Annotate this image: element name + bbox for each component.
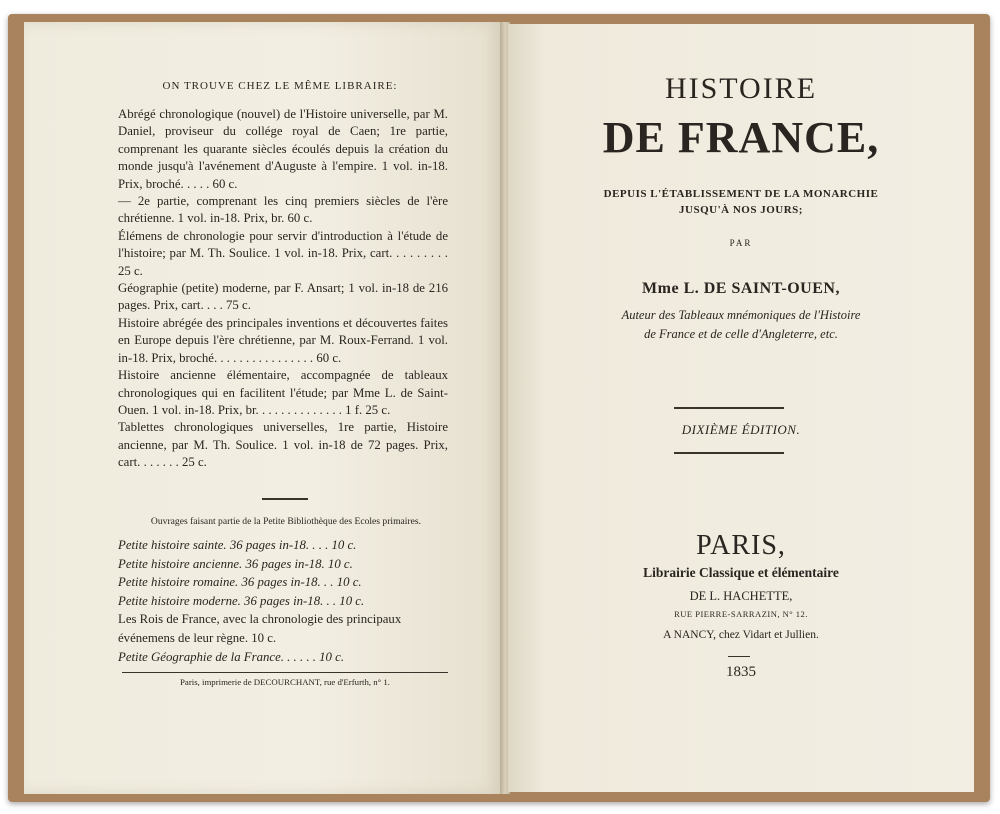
list-item: Petite histoire romaine. 36 pages in-18. . . 10 c. [118,575,362,590]
catalog-heading: ON TROUVE CHEZ LE MÊME LIBRAIRE: [162,80,398,92]
list-item: Les Rois de France, avec la chronologie des principaux événemens de leur règne. 10 c. [118,612,402,645]
title-line-1: HISTOIRE [664,72,818,105]
author-desc-line-1: Auteur des Tableaux mnémoniques de l'Histoire [621,308,861,322]
catalog-entry: Élémens de chronologie pour servir d'introduction à l'étude de l'histoire; par M. Th. Soulice. 1 vol. in-18. Prix, cart. . . . . . . . . 25 c. [118,228,448,278]
library-list [118,536,448,666]
catalog-entries [118,106,448,472]
publisher-nancy: A NANCY, chez Vidart et Jullien. [663,629,819,641]
footer-divider [122,672,448,673]
author-name: Mme L. DE SAINT-OUEN, [642,280,840,297]
subtitle-line-2: JUSQU'À NOS JOURS; [679,204,803,216]
list-item: Petite histoire sainte. 36 pages in-18. . . . 10 c. [118,538,357,552]
section-divider [262,498,308,500]
printer-footer: Paris, imprimerie de DECOURCHANT, rue d'Erfurth, n° 1. [180,677,390,687]
title-line-2: DE FRANCE, [602,113,880,162]
author-desc-line-2: de France et de celle d'Angleterre, etc. [644,327,838,341]
year-rule [728,656,750,657]
author-description [508,306,974,344]
publisher-address: RUE PIERRE-SARRAZIN, N° 12. [674,609,808,619]
edition-rule-bottom [674,452,784,454]
publisher-line-2: DE L. HACHETTE, [689,589,793,603]
catalog-entry: Géographie (petite) moderne, par F. Ansart; 1 vol. in-18 de 216 pages. Prix, cart. . . . 75 c. [118,281,448,313]
list-item: Petite Géographie de la France. . . . . . 10 c. [118,649,345,664]
library-section-title: Ouvrages faisant partie de la Petite Bibliothèque des Ecoles primaires. [150,516,422,527]
subtitle [508,186,974,218]
edition-rule-top [674,407,784,409]
catalog-entry: Abrégé chronologique (nouvel) de l'Histoire universelle, par M. Daniel, proviseur du collége royal de Caen; 1re partie, comprenant les quarante siècles écoulés depuis la création du monde jusqu'à l'avénement d'Auguste à l'empire. 1 vol. in-18. Prix, broché. . . . . 60 c. [118,107,448,191]
edition-label: DIXIÈME ÉDITION. [681,422,801,437]
publisher-line-1: Librairie Classique et élémentaire [643,565,839,580]
subtitle-line-1: DEPUIS L'ÉTABLISSEMENT DE LA MONARCHIE [603,188,879,200]
catalog-entry: — 2e partie, comprenant les cinq premiers siècles de l'ère chrétienne. 1 vol. in-18. Prix, br. 60 c. [118,194,448,226]
publication-city: PARIS, [696,530,786,561]
catalog-entry: Histoire ancienne élémentaire, accompagnée de tableaux chronologiques qui en facilitent l'étude; par Mme L. de Saint-Ouen. 1 vol. in-18. Prix, br. . . . . . . . . . . . . . 1 f. 25 c. [118,368,448,417]
catalog-entry: Tablettes chronologiques universelles, 1re partie, Histoire ancienne, par M. Th. Soulice. 1 vol. in-18 de 72 pages. Prix, cart. . . . . . . 25 c. [118,420,448,470]
list-item: Petite histoire moderne. 36 pages in-18. . . 10 c. [118,593,365,608]
catalog-entry: Histoire abrégée des principales inventions et découvertes faites en Europe depuis l'ère chrétienne, par M. Roux-Ferrand. 1 vol. in-18. Prix, broché. . . . . . . . . . . . . . . . 60 c. [118,315,448,365]
list-item: Petite histoire ancienne. 36 pages in-18. 10 c. [118,556,353,571]
by-label: PAR [729,238,753,248]
publication-year: 1835 [726,664,756,680]
